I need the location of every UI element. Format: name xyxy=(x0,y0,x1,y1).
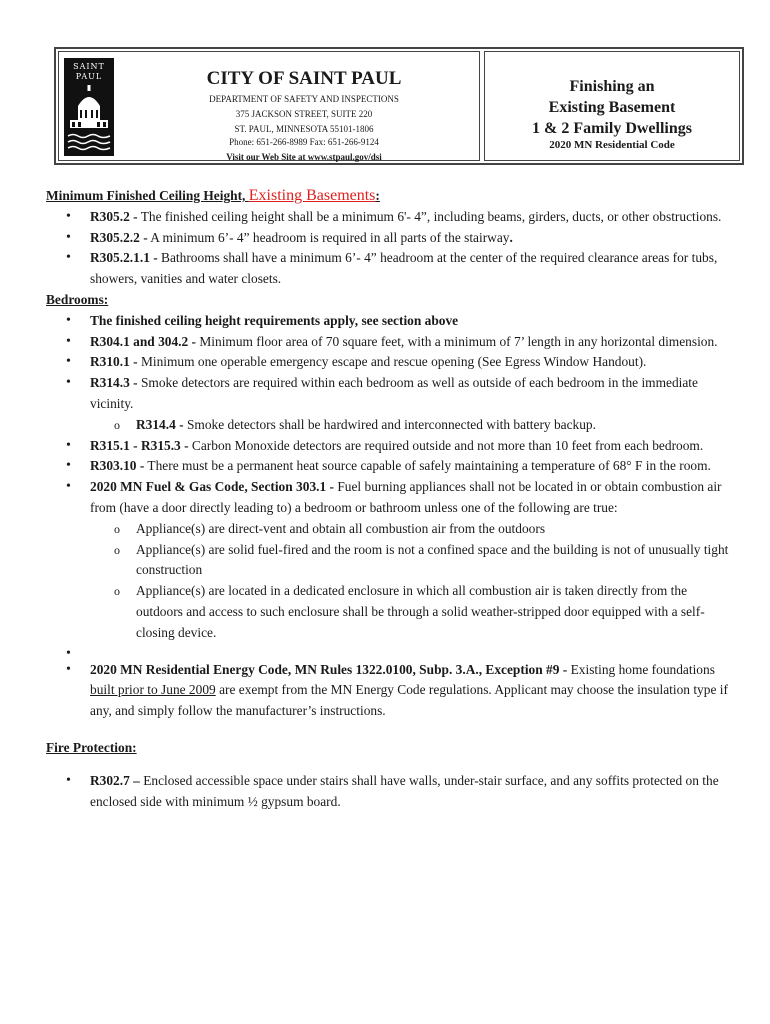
phone-fax: Phone: 651-266-8989 Fax: 651-266-9124 xyxy=(229,137,379,147)
list-item xyxy=(46,660,730,722)
sub-list-item: o Appliance(s) are solid fuel-fired and the room is not a confined space and the building is not of unusually tight construction xyxy=(90,540,730,582)
item-text: A minimum 6’- 4” headroom is required in all parts of the stairway xyxy=(147,229,510,245)
sub-list xyxy=(90,415,730,436)
fire-list xyxy=(46,771,730,813)
svg-text:SAINT: SAINT xyxy=(73,62,105,71)
letterhead-right xyxy=(484,51,740,161)
item-text: Minimum one operable emergency escape and rescue opening (See Egress Window Handout). xyxy=(137,354,647,370)
list-item xyxy=(46,771,730,813)
code-ref: R305.2 - xyxy=(90,208,138,224)
letterhead-left xyxy=(58,51,480,161)
item-text: Smoke detectors shall be hardwired and interconnected with battery backup. xyxy=(183,416,596,432)
item-text: Fuel burning appliances shall not be located in or obtain combustion air from (have a door directly leading to) a bedroom or bathroom unless one of the following are true: xyxy=(90,479,722,515)
item-text: are exempt from the MN Energy Code regulations. Applicant may choose the insulation type if any, and simply follow the manufacturer’s instructions. xyxy=(90,682,728,719)
spacer xyxy=(46,759,730,771)
sub-list-item xyxy=(90,415,730,436)
heading-highlight: Existing Basements xyxy=(248,187,376,204)
item-text: Enclosed accessible space under stairs shall have walls, under-stair surface, and any soffits protected on the enclosed side with minimum ½ gypsum board. xyxy=(90,772,719,809)
heading-colon: : xyxy=(375,188,380,203)
code-ref: R315.1 - R315.3 - xyxy=(90,437,189,453)
org-title: CITY OF SAINT PAUL xyxy=(206,68,402,89)
address-line-2: ST. PAUL, MINNESOTA 55101-1806 xyxy=(234,124,374,134)
code-ref: R304.1 and 304.2 - xyxy=(90,333,197,349)
list-item xyxy=(46,456,730,477)
list-item xyxy=(46,373,730,435)
item-text-bold: The finished ceiling height requirements apply, see section above xyxy=(90,312,459,328)
code-ref: R305.2.1.1 - xyxy=(90,250,158,266)
document-body xyxy=(46,186,730,812)
sub-list xyxy=(90,519,730,644)
code-ref: R314.3 - xyxy=(90,375,138,391)
list-item xyxy=(46,436,730,457)
item-text: Existing home foundations xyxy=(567,661,715,677)
spacer xyxy=(46,644,730,660)
code-ref: R305.2.2 - xyxy=(90,229,148,245)
website-line: Visit our Web Site at www.stpaul.gov/dsi xyxy=(226,152,382,162)
bedrooms-list xyxy=(46,311,730,722)
code-ref: 2020 MN Fuel & Gas Code, Section 303.1 - xyxy=(90,479,334,495)
svg-text:PAUL: PAUL xyxy=(75,72,103,81)
saint-paul-logo xyxy=(64,58,114,156)
list-item xyxy=(46,477,730,643)
code-ref: R314.4 - xyxy=(136,416,184,432)
item-tail: . xyxy=(509,229,513,245)
list-item xyxy=(46,311,730,332)
list-item xyxy=(46,352,730,373)
list-item xyxy=(46,228,730,249)
document-subtitle: 2020 MN Residential Code xyxy=(549,139,675,151)
ceiling-list xyxy=(46,207,730,290)
item-text: Smoke detectors are required within each bedroom as well as outside of each bedroom in the immediate vicinity. xyxy=(90,375,698,411)
spacer xyxy=(46,722,730,738)
title-line-1: Finishing an xyxy=(569,78,655,95)
item-text-underlined: built prior to June 2009 xyxy=(90,682,216,698)
list-item xyxy=(46,207,730,228)
sub-list-item: o Appliance(s) are direct-vent and obtain all combustion air from the outdoors xyxy=(90,519,730,540)
item-text: The finished ceiling height shall be a minimum 6'- 4”, including beams, girders, ducts, or other obstructions. xyxy=(137,208,722,224)
code-ref: R310.1 - xyxy=(90,354,138,370)
code-ref: R302.7 – xyxy=(90,772,140,788)
section-heading-ceiling xyxy=(46,186,730,207)
title-line-3: 1 & 2 Family Dwellings xyxy=(532,120,692,137)
address-line-1: 375 JACKSON STREET, SUITE 220 xyxy=(235,109,373,119)
section-heading-bedrooms: Bedrooms: xyxy=(46,291,109,307)
item-text: There must be a permanent heat source capable of safely maintaining a temperature of 68° F in the room. xyxy=(144,458,711,474)
item-text: Minimum floor area of 70 square feet, with a minimum of 7’ length in any horizontal dimension. xyxy=(196,333,718,349)
document-title xyxy=(485,76,739,139)
list-item xyxy=(46,332,730,353)
heading-text: Minimum Finished Ceiling Height, xyxy=(46,188,249,203)
letterhead xyxy=(54,47,744,165)
dept-name: DEPARTMENT OF SAFETY AND INSPECTIONS xyxy=(209,94,399,104)
sub-list-item: o Appliance(s) are located in a dedicated enclosure in which all combustion air is taken directly from the outdoors and access to such enclosure shall be through a solid weather-stripped door equipped with a self-closing device. xyxy=(90,581,730,643)
code-ref: 2020 MN Residential Energy Code, MN Rules 1322.0100, Subp. 3.A., Exception #9 - xyxy=(90,661,568,677)
item-text: Bathrooms shall have a minimum 6’- 4” headroom at the center of the required clearance areas for tubs, showers, vanities and water closets. xyxy=(90,250,718,287)
section-heading-fire: Fire Protection: xyxy=(46,739,137,755)
code-ref: R303.10 - xyxy=(90,458,145,474)
item-text: Carbon Monoxide detectors are required outside and not more than 10 feet from each bedroom. xyxy=(188,437,704,453)
list-item xyxy=(46,248,730,290)
title-line-2: Existing Basement xyxy=(548,99,676,116)
